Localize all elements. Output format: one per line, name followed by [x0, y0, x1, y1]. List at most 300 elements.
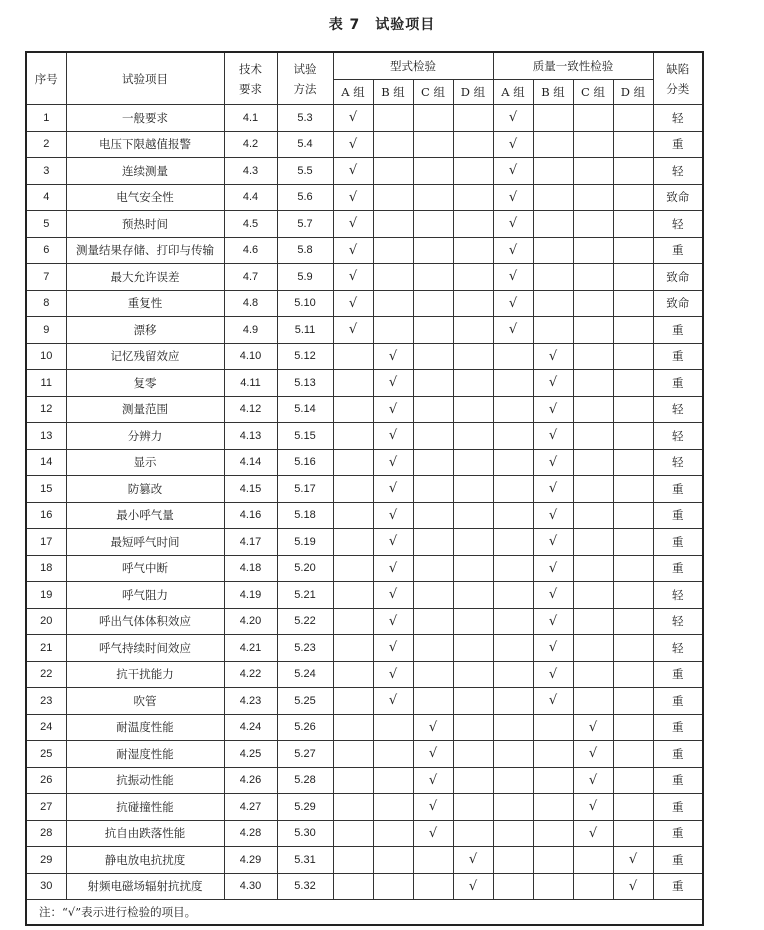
conf-group-a-cell: [493, 820, 533, 847]
type-group-d-cell: [453, 661, 493, 688]
header-type-group-b: B 组: [373, 80, 413, 105]
conf-group-d-cell: [613, 396, 653, 423]
type-group-d-cell: [453, 264, 493, 291]
table-body: [26, 105, 703, 900]
table-row: [26, 582, 703, 609]
row-item: 抗自由跌落性能: [66, 820, 224, 847]
conf-group-d-cell: [613, 608, 653, 635]
check-mark: √: [333, 158, 373, 185]
conf-group-a-cell: [493, 370, 533, 397]
conf-group-d-cell: [613, 767, 653, 794]
type-group-a-cell: [333, 767, 373, 794]
row-seq: 19: [26, 582, 66, 609]
conf-group-b-cell: [533, 847, 573, 874]
row-req: 4.9: [224, 317, 277, 344]
type-group-a-cell: [333, 873, 373, 900]
type-group-b-cell: [373, 290, 413, 317]
conf-group-b-cell: [533, 767, 573, 794]
type-group-a-cell: [333, 396, 373, 423]
conf-group-c-cell: [573, 317, 613, 344]
row-method: 5.26: [277, 714, 333, 741]
row-req: 4.22: [224, 661, 277, 688]
row-req: 4.5: [224, 211, 277, 238]
row-item: 呼气阻力: [66, 582, 224, 609]
type-group-c-cell: [413, 317, 453, 344]
table-row: [26, 317, 703, 344]
type-group-d-cell: [453, 290, 493, 317]
conf-group-a-cell: [493, 502, 533, 529]
row-item: 最短呼气时间: [66, 529, 224, 556]
conf-group-a-cell: [493, 396, 533, 423]
check-mark: √: [493, 237, 533, 264]
type-group-d-cell: [453, 423, 493, 450]
test-items-table: [25, 51, 704, 926]
row-item: 电气安全性: [66, 184, 224, 211]
check-mark: √: [373, 635, 413, 662]
header-conf-group-b: B 组: [533, 80, 573, 105]
type-group-d-cell: [453, 741, 493, 768]
type-group-c-cell: [413, 555, 453, 582]
check-mark: √: [413, 741, 453, 768]
type-group-c-cell: [413, 502, 453, 529]
header-req-line1: 技术: [239, 61, 262, 76]
conf-group-d-cell: [613, 714, 653, 741]
row-item: 抗振动性能: [66, 767, 224, 794]
conf-group-d-cell: [613, 820, 653, 847]
conf-group-d-cell: [613, 343, 653, 370]
type-group-d-cell: [453, 608, 493, 635]
conf-group-a-cell: [493, 582, 533, 609]
row-method: 5.24: [277, 661, 333, 688]
table-row: [26, 290, 703, 317]
row-item: 重复性: [66, 290, 224, 317]
table-row: [26, 211, 703, 238]
type-group-a-cell: [333, 820, 373, 847]
row-method: 5.15: [277, 423, 333, 450]
check-mark: √: [373, 555, 413, 582]
row-seq: 29: [26, 847, 66, 874]
conf-group-c-cell: [573, 502, 613, 529]
row-item: 最大允许误差: [66, 264, 224, 291]
conf-group-d-cell: [613, 529, 653, 556]
check-mark: √: [493, 290, 533, 317]
header-type-group-c: C 组: [413, 80, 453, 105]
check-mark: √: [373, 608, 413, 635]
row-item: 复零: [66, 370, 224, 397]
row-seq: 1: [26, 105, 66, 132]
conf-group-d-cell: [613, 661, 653, 688]
conf-group-b-cell: [533, 131, 573, 158]
conf-group-c-cell: [573, 529, 613, 556]
conf-group-d-cell: [613, 423, 653, 450]
type-group-c-cell: [413, 661, 453, 688]
row-seq: 9: [26, 317, 66, 344]
table-row: [26, 714, 703, 741]
check-mark: √: [373, 396, 413, 423]
row-seq: 28: [26, 820, 66, 847]
row-defect: 重: [653, 370, 703, 397]
header-defect-line1: 缺陷: [666, 61, 690, 76]
type-group-a-cell: [333, 608, 373, 635]
type-group-b-cell: [373, 184, 413, 211]
row-seq: 4: [26, 184, 66, 211]
row-defect: 轻: [653, 635, 703, 662]
type-group-d-cell: [453, 158, 493, 185]
conf-group-d-cell: [613, 237, 653, 264]
check-mark: √: [573, 767, 613, 794]
type-group-d-cell: [453, 529, 493, 556]
row-method: 5.7: [277, 211, 333, 238]
row-item: 记忆残留效应: [66, 343, 224, 370]
table-row: [26, 370, 703, 397]
row-item: 测量结果存储、打印与传输: [66, 237, 224, 264]
row-defect: 重: [653, 767, 703, 794]
check-mark: √: [493, 211, 533, 238]
row-req: 4.11: [224, 370, 277, 397]
row-req: 4.26: [224, 767, 277, 794]
row-method: 5.5: [277, 158, 333, 185]
row-seq: 11: [26, 370, 66, 397]
type-group-d-cell: [453, 582, 493, 609]
check-mark: √: [333, 131, 373, 158]
conf-group-a-cell: [493, 767, 533, 794]
row-seq: 25: [26, 741, 66, 768]
row-req: 4.18: [224, 555, 277, 582]
row-method: 5.13: [277, 370, 333, 397]
row-req: 4.15: [224, 476, 277, 503]
type-group-a-cell: [333, 661, 373, 688]
check-mark: √: [333, 237, 373, 264]
row-seq: 7: [26, 264, 66, 291]
check-mark: √: [333, 317, 373, 344]
type-group-c-cell: [413, 582, 453, 609]
row-seq: 27: [26, 794, 66, 821]
table-row: [26, 264, 703, 291]
type-group-c-cell: [413, 264, 453, 291]
type-group-c-cell: [413, 449, 453, 476]
row-method: 5.4: [277, 131, 333, 158]
row-item: 射频电磁场辐射抗扰度: [66, 873, 224, 900]
type-group-a-cell: [333, 688, 373, 715]
type-group-c-cell: [413, 529, 453, 556]
check-mark: √: [333, 105, 373, 132]
row-method: 5.31: [277, 847, 333, 874]
type-group-b-cell: [373, 767, 413, 794]
conf-group-a-cell: [493, 714, 533, 741]
row-defect: 轻: [653, 608, 703, 635]
conf-group-a-cell: [493, 423, 533, 450]
conf-group-c-cell: [573, 370, 613, 397]
conf-group-d-cell: [613, 370, 653, 397]
row-seq: 16: [26, 502, 66, 529]
type-group-a-cell: [333, 502, 373, 529]
check-mark: √: [373, 423, 413, 450]
type-group-b-cell: [373, 131, 413, 158]
type-group-c-cell: [413, 184, 453, 211]
type-group-c-cell: [413, 476, 453, 503]
row-seq: 13: [26, 423, 66, 450]
type-group-b-cell: [373, 873, 413, 900]
check-mark: √: [493, 105, 533, 132]
conf-group-c-cell: [573, 635, 613, 662]
header-req: [224, 52, 277, 105]
type-group-b-cell: [373, 158, 413, 185]
row-req: 4.3: [224, 158, 277, 185]
conf-group-b-cell: [533, 105, 573, 132]
row-item: 耐温度性能: [66, 714, 224, 741]
check-mark: √: [333, 211, 373, 238]
type-group-b-cell: [373, 794, 413, 821]
row-req: 4.25: [224, 741, 277, 768]
check-mark: √: [533, 502, 573, 529]
row-defect: 重: [653, 529, 703, 556]
check-mark: √: [493, 264, 533, 291]
conf-group-a-cell: [493, 343, 533, 370]
row-item: 防篡改: [66, 476, 224, 503]
row-defect: 重: [653, 317, 703, 344]
row-req: 4.7: [224, 264, 277, 291]
row-defect: 轻: [653, 211, 703, 238]
conf-group-d-cell: [613, 476, 653, 503]
check-mark: √: [533, 529, 573, 556]
row-seq: 17: [26, 529, 66, 556]
table-row: [26, 184, 703, 211]
conf-group-c-cell: [573, 555, 613, 582]
row-method: 5.3: [277, 105, 333, 132]
conf-group-c-cell: [573, 184, 613, 211]
table-row: [26, 873, 703, 900]
table-row: [26, 237, 703, 264]
type-group-c-cell: [413, 688, 453, 715]
conf-group-a-cell: [493, 608, 533, 635]
table-row: [26, 794, 703, 821]
type-group-c-cell: [413, 211, 453, 238]
row-method: 5.14: [277, 396, 333, 423]
type-group-a-cell: [333, 423, 373, 450]
row-item: 耐湿度性能: [66, 741, 224, 768]
row-method: 5.16: [277, 449, 333, 476]
conf-group-c-cell: [573, 158, 613, 185]
row-method: 5.30: [277, 820, 333, 847]
conf-group-b-cell: [533, 237, 573, 264]
check-mark: √: [533, 476, 573, 503]
row-item: 分辨力: [66, 423, 224, 450]
row-req: 4.24: [224, 714, 277, 741]
row-method: 5.27: [277, 741, 333, 768]
conf-group-a-cell: [493, 449, 533, 476]
type-group-c-cell: [413, 423, 453, 450]
conf-group-d-cell: [613, 264, 653, 291]
type-group-c-cell: [413, 847, 453, 874]
table-row: [26, 158, 703, 185]
table-row: [26, 476, 703, 503]
check-mark: √: [453, 847, 493, 874]
row-defect: 致命: [653, 184, 703, 211]
row-defect: 重: [653, 343, 703, 370]
row-req: 4.29: [224, 847, 277, 874]
conf-group-d-cell: [613, 502, 653, 529]
conf-group-c-cell: [573, 608, 613, 635]
conf-group-d-cell: [613, 317, 653, 344]
conf-group-b-cell: [533, 290, 573, 317]
type-group-c-cell: [413, 873, 453, 900]
check-mark: √: [373, 449, 413, 476]
check-mark: √: [533, 608, 573, 635]
check-mark: √: [413, 820, 453, 847]
type-group-d-cell: [453, 714, 493, 741]
type-group-c-cell: [413, 105, 453, 132]
row-seq: 3: [26, 158, 66, 185]
row-item: 连续测量: [66, 158, 224, 185]
check-mark: √: [533, 396, 573, 423]
conf-group-c-cell: [573, 396, 613, 423]
row-item: 呼气持续时间效应: [66, 635, 224, 662]
type-group-a-cell: [333, 476, 373, 503]
conf-group-c-cell: [573, 847, 613, 874]
row-req: 4.19: [224, 582, 277, 609]
row-item: 吹管: [66, 688, 224, 715]
check-mark: √: [373, 502, 413, 529]
table-row: [26, 608, 703, 635]
type-group-c-cell: [413, 158, 453, 185]
check-mark: √: [613, 847, 653, 874]
row-req: 4.2: [224, 131, 277, 158]
conf-group-b-cell: [533, 184, 573, 211]
conf-group-a-cell: [493, 476, 533, 503]
row-defect: 重: [653, 714, 703, 741]
conf-group-d-cell: [613, 449, 653, 476]
type-group-d-cell: [453, 767, 493, 794]
header-defect: [653, 52, 703, 105]
conf-group-c-cell: [573, 423, 613, 450]
type-group-c-cell: [413, 290, 453, 317]
conf-group-b-cell: [533, 211, 573, 238]
type-group-d-cell: [453, 688, 493, 715]
header-defect-line2: 分类: [666, 81, 690, 96]
row-method: 5.9: [277, 264, 333, 291]
conf-group-a-cell: [493, 661, 533, 688]
row-defect: 致命: [653, 264, 703, 291]
type-group-d-cell: [453, 396, 493, 423]
conf-group-c-cell: [573, 476, 613, 503]
row-method: 5.20: [277, 555, 333, 582]
row-method: 5.29: [277, 794, 333, 821]
table-row: [26, 502, 703, 529]
check-mark: √: [573, 794, 613, 821]
type-group-c-cell: [413, 237, 453, 264]
row-seq: 15: [26, 476, 66, 503]
row-item: 呼出气体体积效应: [66, 608, 224, 635]
conf-group-a-cell: [493, 847, 533, 874]
conf-group-b-cell: [533, 794, 573, 821]
conf-group-a-cell: [493, 794, 533, 821]
check-mark: √: [493, 184, 533, 211]
row-method: 5.6: [277, 184, 333, 211]
row-item: 电压下限越值报警: [66, 131, 224, 158]
row-seq: 10: [26, 343, 66, 370]
type-group-a-cell: [333, 449, 373, 476]
conf-group-d-cell: [613, 688, 653, 715]
table-row: [26, 343, 703, 370]
table-row: [26, 688, 703, 715]
row-req: 4.27: [224, 794, 277, 821]
conf-group-a-cell: [493, 873, 533, 900]
type-group-b-cell: [373, 317, 413, 344]
row-defect: 重: [653, 741, 703, 768]
conf-group-b-cell: [533, 317, 573, 344]
row-req: 4.4: [224, 184, 277, 211]
type-group-b-cell: [373, 105, 413, 132]
row-req: 4.23: [224, 688, 277, 715]
type-group-c-cell: [413, 608, 453, 635]
type-group-a-cell: [333, 529, 373, 556]
type-group-d-cell: [453, 370, 493, 397]
conf-group-a-cell: [493, 529, 533, 556]
check-mark: √: [573, 714, 613, 741]
check-mark: √: [413, 794, 453, 821]
conf-group-c-cell: [573, 211, 613, 238]
type-group-d-cell: [453, 502, 493, 529]
conf-group-c-cell: [573, 873, 613, 900]
type-group-a-cell: [333, 582, 373, 609]
check-mark: √: [493, 131, 533, 158]
check-mark: √: [533, 661, 573, 688]
row-seq: 23: [26, 688, 66, 715]
table-row: [26, 105, 703, 132]
check-mark: √: [533, 449, 573, 476]
check-mark: √: [533, 582, 573, 609]
type-group-c-cell: [413, 370, 453, 397]
row-method: 5.28: [277, 767, 333, 794]
conf-group-d-cell: [613, 635, 653, 662]
type-group-a-cell: [333, 555, 373, 582]
table-row: [26, 767, 703, 794]
type-group-d-cell: [453, 211, 493, 238]
row-seq: 18: [26, 555, 66, 582]
row-seq: 22: [26, 661, 66, 688]
row-method: 5.19: [277, 529, 333, 556]
type-group-d-cell: [453, 131, 493, 158]
header-conformity: 质量一致性检验: [493, 52, 653, 80]
conf-group-a-cell: [493, 741, 533, 768]
check-mark: √: [373, 476, 413, 503]
check-mark: √: [373, 661, 413, 688]
table-row: [26, 635, 703, 662]
conf-group-b-cell: [533, 873, 573, 900]
check-mark: √: [493, 158, 533, 185]
row-seq: 21: [26, 635, 66, 662]
row-seq: 8: [26, 290, 66, 317]
table-row: [26, 661, 703, 688]
row-req: 4.10: [224, 343, 277, 370]
row-req: 4.30: [224, 873, 277, 900]
row-method: 5.10: [277, 290, 333, 317]
row-defect: 致命: [653, 290, 703, 317]
row-defect: 重: [653, 794, 703, 821]
row-defect: 轻: [653, 158, 703, 185]
conf-group-d-cell: [613, 290, 653, 317]
row-method: 5.23: [277, 635, 333, 662]
row-defect: 轻: [653, 582, 703, 609]
conf-group-c-cell: [573, 290, 613, 317]
conf-group-b-cell: [533, 714, 573, 741]
table-row: [26, 396, 703, 423]
check-mark: √: [413, 714, 453, 741]
check-mark: √: [373, 370, 413, 397]
type-group-a-cell: [333, 794, 373, 821]
header-item: 试验项目: [66, 52, 224, 105]
type-group-c-cell: [413, 396, 453, 423]
